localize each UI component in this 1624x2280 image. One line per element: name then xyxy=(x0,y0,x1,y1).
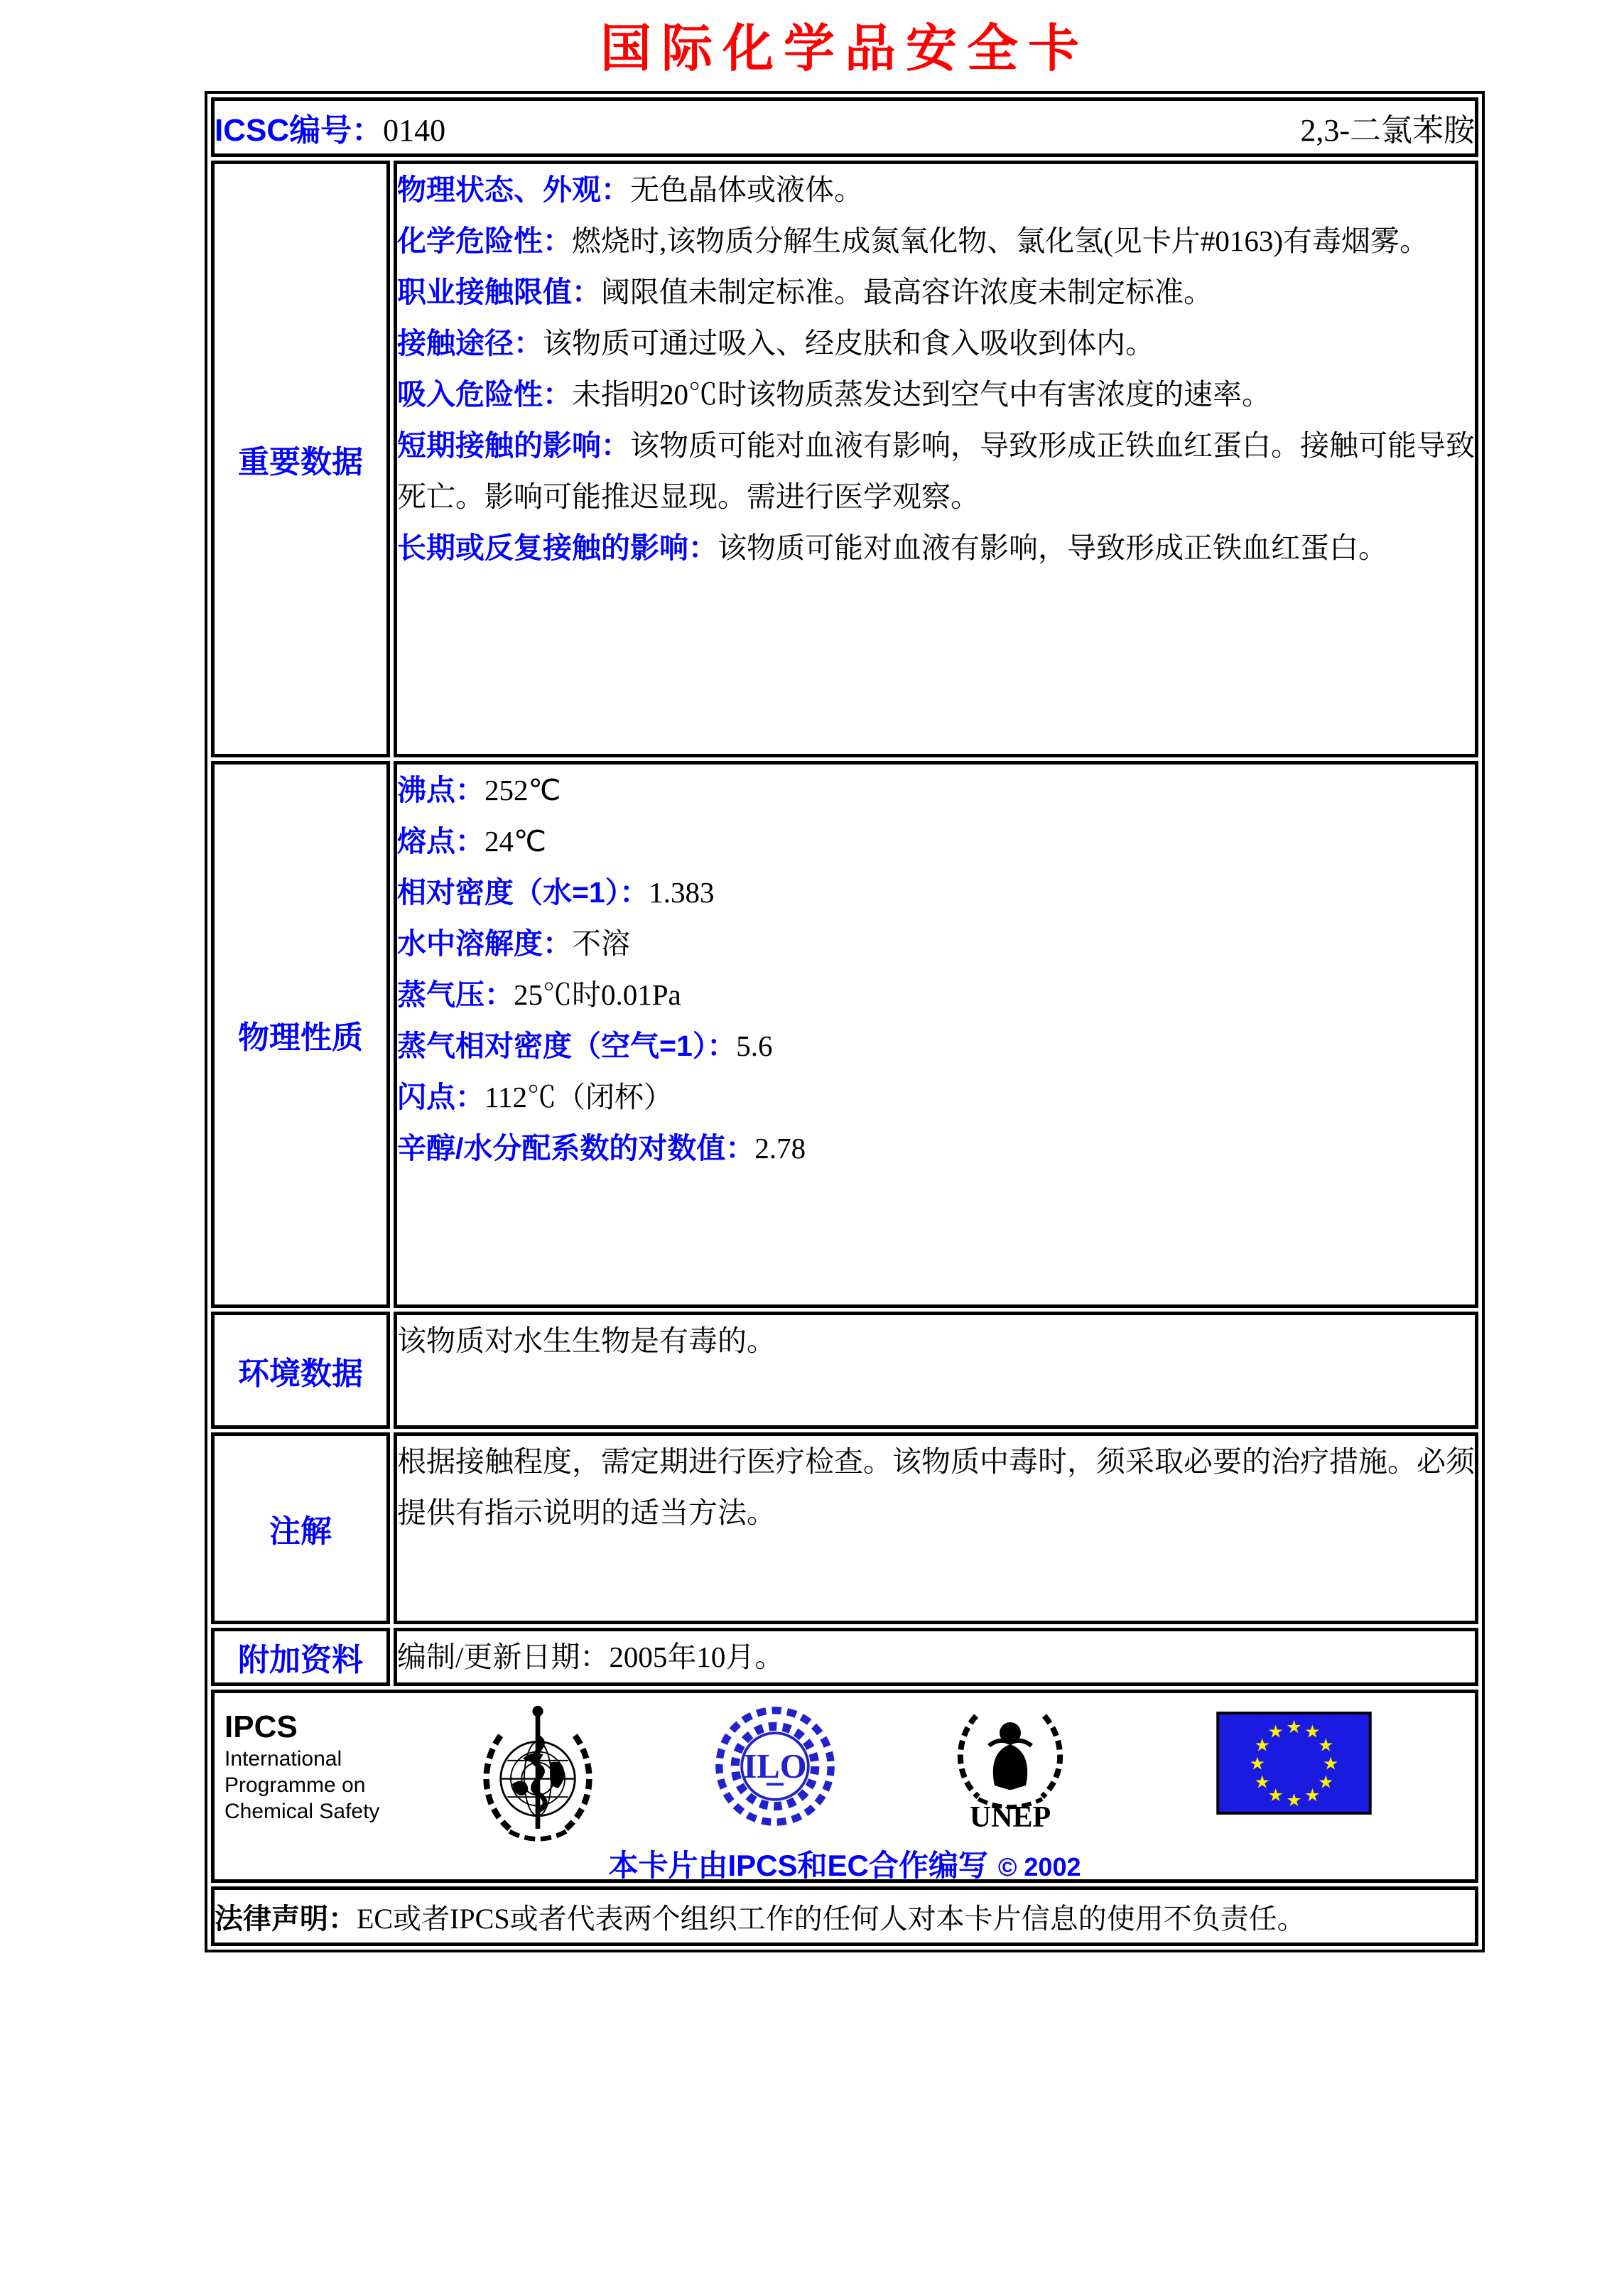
svg-text:★: ★ xyxy=(1267,1721,1284,1742)
important-data-content xyxy=(394,161,1478,757)
field-inhalation-risk: 吸入危险性：未指明20℃时该物质蒸发达到空气中有害浓度的速率。 xyxy=(397,378,1271,411)
additional-info-content xyxy=(394,1628,1478,1686)
field-vapor-pressure: 蒸气压：25℃时0.01Pa xyxy=(397,978,681,1011)
legal-row xyxy=(211,1886,1478,1946)
icsc-number-label: ICSC编号： xyxy=(215,113,384,148)
field-chemical-danger: 化学危险性：燃烧时,该物质分解生成氮氧化物、氯化氢(见卡片#0163)有毒烟雾。 xyxy=(397,225,1429,257)
ilo-logo-icon xyxy=(712,1703,838,1833)
icsc-card xyxy=(205,18,1485,1952)
header-row xyxy=(211,97,1478,157)
environmental-data-row xyxy=(211,1312,1478,1429)
copyright-notice: © 2002 xyxy=(997,1852,1081,1881)
section-label-environmental-data: 环境数据 xyxy=(211,1312,390,1429)
svg-text:★: ★ xyxy=(1249,1753,1265,1774)
unep-logo-icon xyxy=(939,1696,1081,1835)
environmental-data-text: 该物质对水生生物是有毒的。 xyxy=(397,1324,776,1357)
svg-text:★: ★ xyxy=(1286,1716,1302,1737)
logos-row xyxy=(211,1690,1478,1883)
page-title: 国际化学品安全卡 xyxy=(600,21,1089,77)
legal-notice-label: 法律声明： xyxy=(215,1903,357,1935)
cooperation-caption: 本卡片由IPCS和EC合作编写 © 2002 xyxy=(608,1849,1081,1882)
svg-text:★: ★ xyxy=(1318,1771,1334,1793)
field-flash-point: 闪点：112℃（闭杯） xyxy=(397,1081,673,1113)
icsc-number-group xyxy=(215,104,445,150)
ipcs-text-block: IPCS International Programme on Chemical Safety xyxy=(224,1709,380,1823)
svg-text:★: ★ xyxy=(1304,1721,1321,1742)
who-logo-icon xyxy=(470,1696,605,1852)
icsc-card-table xyxy=(205,91,1485,1952)
svg-text:★: ★ xyxy=(1254,1734,1270,1756)
svg-text:★: ★ xyxy=(1286,1790,1302,1811)
legal-notice-text: EC或者IPCS或者代表两个组织工作的任何人对本卡片信息的使用不负责任。 xyxy=(357,1902,1306,1935)
field-physical-state: 物理状态、外观：无色晶体或液体。 xyxy=(397,173,863,206)
field-exposure-routes: 接触途径：该物质可通过吸入、经皮肤和食入吸收到体内。 xyxy=(397,327,1154,360)
field-boiling-point: 沸点：252℃ xyxy=(397,774,561,806)
svg-text:★: ★ xyxy=(1304,1785,1321,1806)
eu-flag-icon xyxy=(1216,1712,1372,1818)
icsc-number-value: 0140 xyxy=(383,113,446,148)
notes-row xyxy=(211,1432,1478,1624)
svg-text:★: ★ xyxy=(1323,1753,1339,1774)
svg-text:★: ★ xyxy=(1318,1734,1334,1756)
field-long-term-effects: 长期或反复接触的影响：该物质可能对血液有影响，导致形成正铁血红蛋白。 xyxy=(397,531,1387,564)
notes-content xyxy=(394,1432,1478,1624)
physical-properties-content xyxy=(394,761,1478,1308)
svg-text:★: ★ xyxy=(1254,1771,1270,1793)
section-label-notes: 注解 xyxy=(211,1432,390,1624)
field-melting-point: 熔点：24℃ xyxy=(397,825,547,858)
chemical-name: 2,3-二氯苯胺 xyxy=(1300,113,1475,148)
ilo-monogram: ILO xyxy=(743,1746,807,1785)
field-relative-density: 相对密度（水=1）：1.383 xyxy=(397,876,715,909)
section-label-additional-info: 附加资料 xyxy=(211,1628,390,1686)
ipcs-abbr: IPCS xyxy=(224,1709,298,1744)
field-water-solubility: 水中溶解度：不溶 xyxy=(397,927,630,960)
additional-info-row xyxy=(211,1628,1478,1686)
notes-text: 根据接触程度，需定期进行医疗检查。该物质中毒时，须采取必要的治疗措施。必须提供有指示说明的适当方法。 xyxy=(397,1445,1475,1529)
environmental-data-content xyxy=(394,1312,1478,1429)
field-short-term-effects: 短期接触的影响：该物质可能对血液有影响，导致形成正铁血红蛋白。接触可能导致死亡。影响可能推迟显现。需进行医学观察。 xyxy=(397,429,1475,513)
additional-info-text: 编制/更新日期：2005年10月。 xyxy=(397,1641,784,1673)
field-vapor-density: 蒸气相对密度（空气=1）：5.6 xyxy=(397,1030,773,1062)
field-octanol-water: 辛醇/水分配系数的对数值：2.78 xyxy=(397,1132,806,1165)
section-label-important-data: 重要数据 xyxy=(211,161,390,757)
unep-wordmark: UNEP xyxy=(969,1801,1051,1831)
field-exposure-limit: 职业接触限值：阈限值未制定标准。最高容许浓度未制定标准。 xyxy=(397,276,1213,308)
section-label-physical-properties: 物理性质 xyxy=(211,761,390,1308)
svg-text:★: ★ xyxy=(1267,1785,1284,1806)
important-data-row xyxy=(211,161,1478,757)
physical-properties-row xyxy=(211,761,1478,1308)
